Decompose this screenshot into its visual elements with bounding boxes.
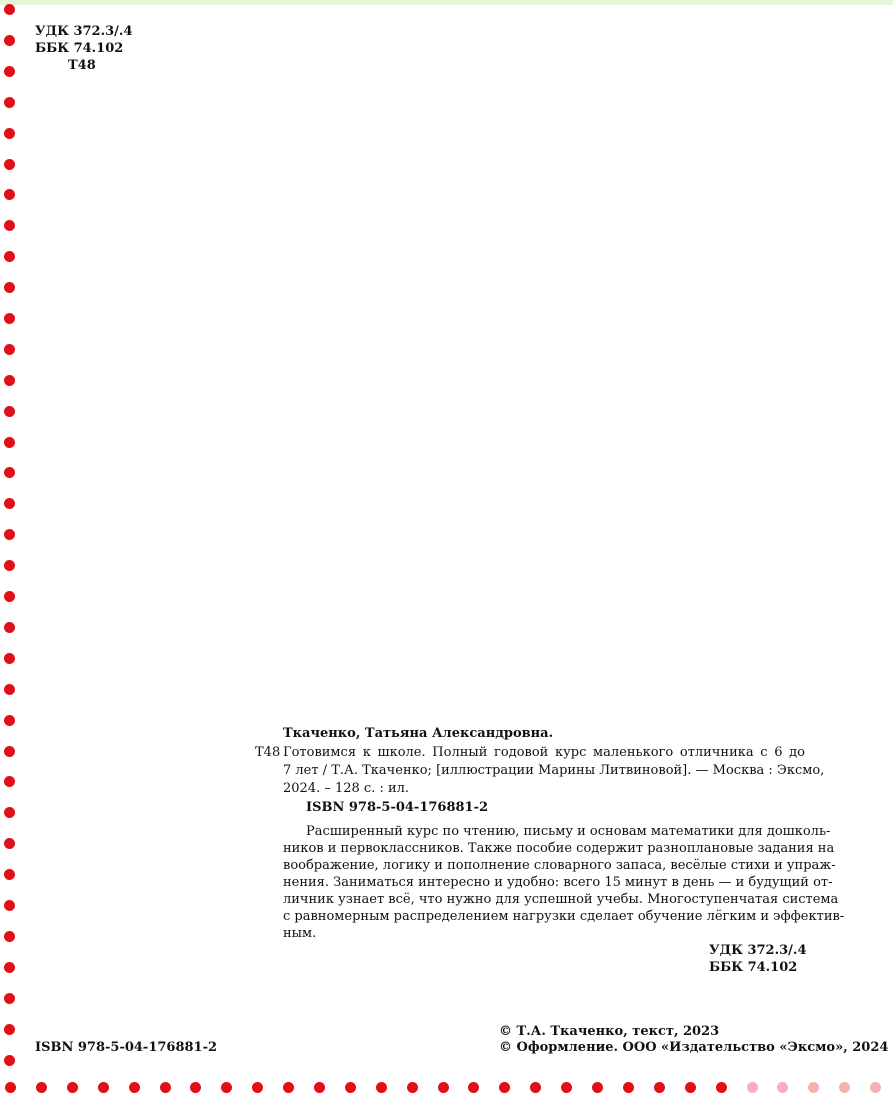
border-dot bbox=[190, 1082, 201, 1093]
border-dot bbox=[314, 1082, 325, 1093]
copyright-text: © Т.А. Ткаченко, текст, 2023 bbox=[499, 1024, 720, 1039]
bbk-index-bottom: ББК 74.102 bbox=[709, 960, 798, 975]
annotation-line: Расширенный курс по чтению, письму и основам математики для дошколь- bbox=[306, 824, 831, 839]
border-dot bbox=[4, 344, 15, 355]
border-dot bbox=[4, 4, 15, 15]
border-dot bbox=[4, 313, 15, 324]
border-dot bbox=[4, 128, 15, 139]
title-line: 7 лет / Т.А. Ткаченко; [иллюстрации Марины Литвиновой]. — Москва : Эксмо, bbox=[283, 763, 825, 778]
author-sign-top: Т48 bbox=[68, 58, 96, 73]
border-dot bbox=[4, 159, 15, 170]
border-dot bbox=[4, 1024, 15, 1035]
border-dot bbox=[4, 189, 15, 200]
border-dot bbox=[685, 1082, 696, 1093]
border-dot bbox=[4, 591, 15, 602]
border-dot bbox=[4, 66, 15, 77]
title-line: Готовимся к школе. Полный годовой курс маленького отличника с 6 до bbox=[283, 745, 805, 760]
border-dot bbox=[283, 1082, 294, 1093]
border-dot bbox=[221, 1082, 232, 1093]
border-dot bbox=[654, 1082, 665, 1093]
border-dot bbox=[4, 437, 15, 448]
author-heading: Ткаченко, Татьяна Александровна. bbox=[283, 726, 554, 741]
border-dot bbox=[5, 1082, 16, 1093]
border-dot bbox=[4, 220, 15, 231]
isbn-footer: ISBN 978-5-04-176881-2 bbox=[35, 1040, 218, 1055]
annotation-line: нения. Заниматься интересно и удобно: всего 15 минут в день — и будущий от- bbox=[283, 875, 833, 890]
border-dot bbox=[4, 560, 15, 571]
border-dot bbox=[870, 1082, 881, 1093]
bbk-index-top: ББК 74.102 bbox=[35, 41, 124, 56]
title-line: 2024. – 128 с. : ил. bbox=[283, 781, 410, 796]
border-dot bbox=[716, 1082, 727, 1093]
author-sign-left: Т48 bbox=[255, 745, 281, 760]
border-dot bbox=[4, 869, 15, 880]
border-dot bbox=[530, 1082, 541, 1093]
border-dot bbox=[4, 406, 15, 417]
border-dot bbox=[376, 1082, 387, 1093]
border-dot bbox=[747, 1082, 758, 1093]
border-dot bbox=[4, 1055, 15, 1066]
border-dot bbox=[4, 993, 15, 1004]
border-dot bbox=[4, 97, 15, 108]
border-dot bbox=[4, 962, 15, 973]
border-dot bbox=[808, 1082, 819, 1093]
border-dot bbox=[4, 35, 15, 46]
udk-index-bottom: УДК 372.3/.4 bbox=[709, 943, 807, 958]
left-dotted-border bbox=[4, 0, 16, 1100]
border-dot bbox=[160, 1082, 171, 1093]
border-dot bbox=[4, 529, 15, 540]
annotation-line: личник узнает всё, что нужно для успешной учебы. Многоступенчатая система bbox=[283, 892, 839, 907]
border-dot bbox=[592, 1082, 603, 1093]
border-dot bbox=[407, 1082, 418, 1093]
border-dot bbox=[438, 1082, 449, 1093]
border-dot bbox=[4, 282, 15, 293]
border-dot bbox=[468, 1082, 479, 1093]
border-dot bbox=[4, 622, 15, 633]
border-dot bbox=[561, 1082, 572, 1093]
copyright-design: © Оформление. ООО «Издательство «Эксмо», 2024 bbox=[499, 1040, 889, 1055]
border-dot bbox=[252, 1082, 263, 1093]
border-dot bbox=[4, 375, 15, 386]
border-dot bbox=[345, 1082, 356, 1093]
bottom-dotted-border bbox=[0, 1080, 893, 1096]
border-dot bbox=[4, 498, 15, 509]
border-dot bbox=[98, 1082, 109, 1093]
border-dot bbox=[4, 776, 15, 787]
annotation-line: ным. bbox=[283, 926, 317, 941]
border-dot bbox=[4, 653, 15, 664]
border-dot bbox=[129, 1082, 140, 1093]
border-dot bbox=[623, 1082, 634, 1093]
border-dot bbox=[4, 467, 15, 478]
border-dot bbox=[4, 838, 15, 849]
top-color-band bbox=[0, 0, 893, 5]
border-dot bbox=[499, 1082, 510, 1093]
annotation-line: ников и первоклассников. Также пособие содержит разноплановые задания на bbox=[283, 841, 835, 856]
isbn-record: ISBN 978-5-04-176881-2 bbox=[306, 800, 489, 815]
border-dot bbox=[4, 900, 15, 911]
border-dot bbox=[4, 251, 15, 262]
border-dot bbox=[4, 807, 15, 818]
border-dot bbox=[839, 1082, 850, 1093]
annotation-line: с равномерным распределением нагрузки сделает обучение лёгким и эффектив- bbox=[283, 909, 845, 924]
border-dot bbox=[36, 1082, 47, 1093]
border-dot bbox=[4, 715, 15, 726]
udk-index-top: УДК 372.3/.4 bbox=[35, 24, 133, 39]
border-dot bbox=[777, 1082, 788, 1093]
annotation-line: воображение, логику и пополнение словарного запаса, весёлые стихи и упраж- bbox=[283, 858, 836, 873]
border-dot bbox=[67, 1082, 78, 1093]
border-dot bbox=[4, 931, 15, 942]
border-dot bbox=[4, 684, 15, 695]
border-dot bbox=[4, 746, 15, 757]
